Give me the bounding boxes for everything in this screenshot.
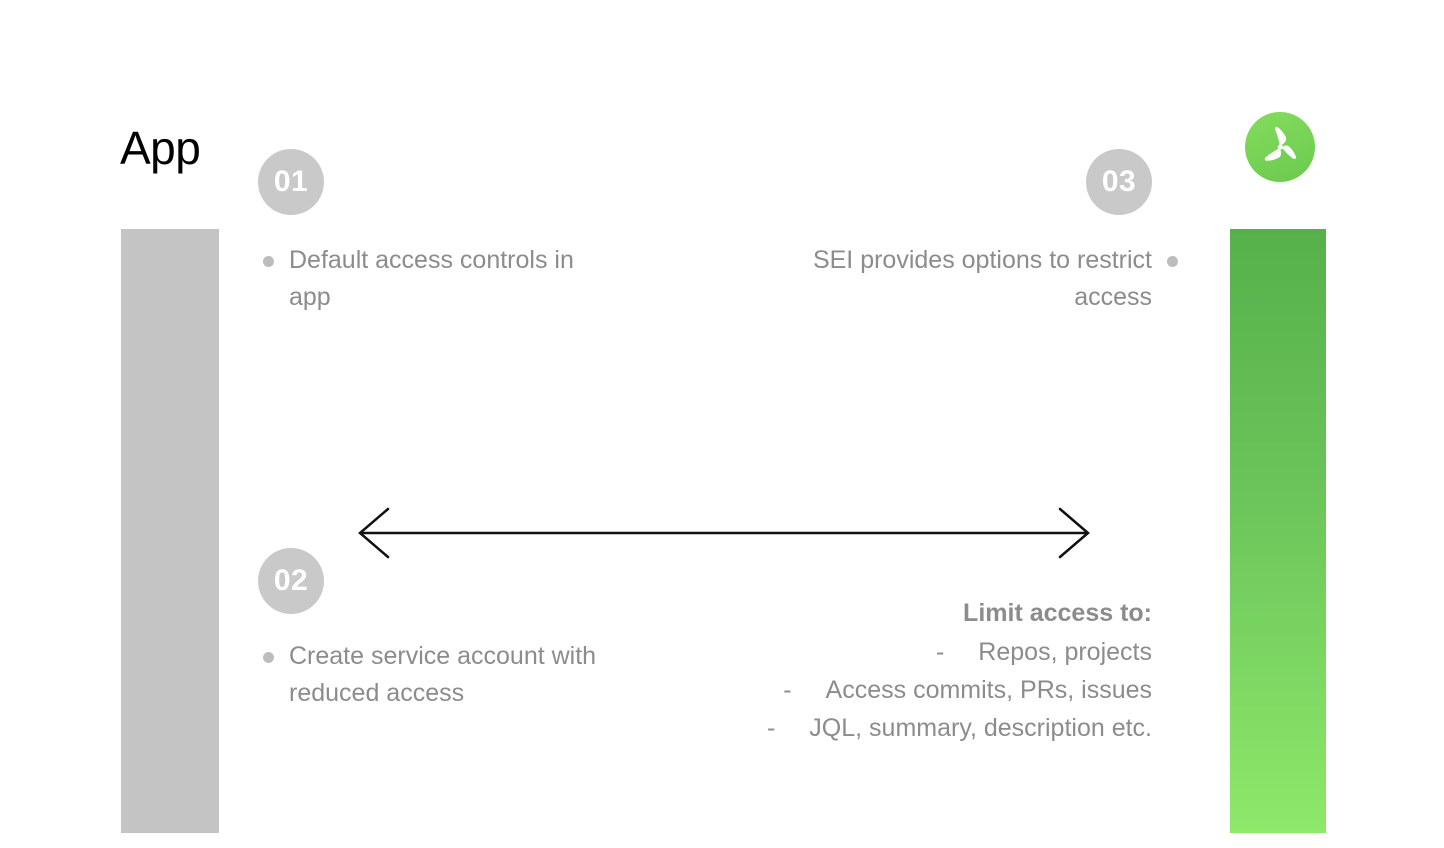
step-badge-03: 03 [1086,149,1152,215]
dash-marker: - [766,714,776,742]
step-01-label: Default access controls in app [289,246,574,311]
step-03-label: SEI provides options to restrict access [812,246,1152,311]
page-title: App [120,122,201,174]
step-badge-02: 02 [258,548,324,614]
propeller-logo-icon [1245,112,1315,182]
step-03-text-block [800,242,1152,316]
limit-access-item [552,709,1152,747]
dash-marker: - [783,676,792,704]
limit-access-item-label: JQL, summary, description etc. [809,714,1152,742]
bullet-dot-icon [263,256,274,267]
right-green-bar [1230,229,1326,833]
left-grey-bar [121,229,219,833]
step-01-text-block [289,242,609,316]
bullet-dot-icon [263,652,274,663]
step-02-label: Create service account with reduced access [289,642,597,707]
limit-access-block [552,594,1152,747]
limit-access-item [552,671,1152,709]
limit-access-item [552,633,1152,671]
double-headed-arrow-icon [350,505,1098,561]
limit-access-item-label: Repos, projects [978,638,1152,666]
limit-access-item-label: Access commits, PRs, issues [825,676,1152,704]
limit-access-title: Limit access to: [963,599,1152,627]
step-badge-01: 01 [258,149,324,215]
bullet-dot-icon [1167,256,1178,267]
dash-marker: - [935,638,945,666]
